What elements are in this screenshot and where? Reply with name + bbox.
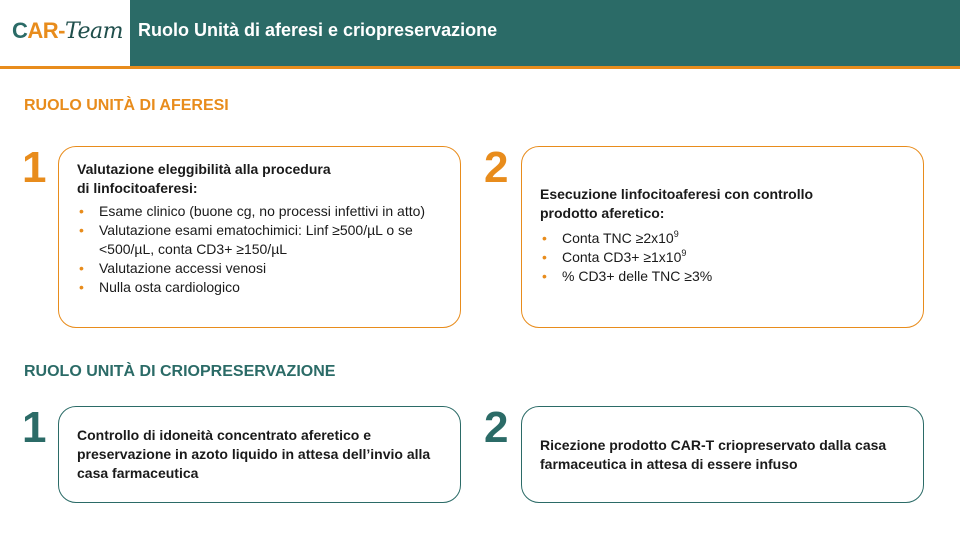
card-aferesi-eleggibilita bbox=[58, 146, 461, 328]
page-title: Ruolo Unità di aferesi e criopreservazione bbox=[138, 20, 498, 40]
logo-team: Team bbox=[65, 19, 123, 44]
card-text: Controllo di idoneità concentrato aferetico e preservazione in azoto liquido in attesa dell’invio alla casa farmaceutica bbox=[77, 427, 431, 481]
section-title-criopreservazione: RUOLO UNITÀ DI CRIOPRESERVAZIONE bbox=[24, 363, 336, 380]
card-heading-line2: di linfocitoaferesi: bbox=[77, 180, 198, 196]
bullet-list bbox=[540, 229, 905, 286]
list-item-exponent: 9 bbox=[673, 229, 679, 239]
list-item: • Nulla osta cardiologico bbox=[77, 278, 442, 297]
bullet-list bbox=[77, 202, 442, 297]
card-aferesi-esecuzione bbox=[521, 146, 924, 328]
card-heading-line1: Esecuzione linfocitoaferesi con controllo bbox=[540, 186, 814, 202]
list-item bbox=[540, 248, 905, 267]
card-heading bbox=[77, 160, 442, 198]
logo-c: C bbox=[12, 18, 28, 43]
step-number-crio-2: 2 bbox=[484, 403, 509, 452]
step-number-aferesi-2: 2 bbox=[484, 143, 509, 192]
list-item bbox=[540, 229, 905, 248]
list-item-exponent: 9 bbox=[681, 248, 687, 258]
card-heading bbox=[540, 185, 905, 223]
list-item bbox=[540, 267, 905, 286]
step-number-aferesi-1: 1 bbox=[22, 143, 47, 192]
step-number-crio-1: 1 bbox=[22, 403, 47, 452]
list-item-text: Conta TNC ≥2x10 bbox=[562, 230, 674, 246]
card-heading-line1: Valutazione eleggibilità alla procedura bbox=[77, 161, 331, 177]
section-title-aferesi: RUOLO UNITÀ DI AFERESI bbox=[24, 97, 229, 114]
card-crio-ricezione bbox=[521, 406, 924, 503]
list-item: • Valutazione esami ematochimici: Linf ≥500/µL o se <500/µL, conta CD3+ ≥150/µL bbox=[77, 221, 442, 259]
list-item: • Valutazione accessi venosi bbox=[77, 259, 442, 278]
logo-text bbox=[12, 18, 123, 44]
card-heading-line2: prodotto aferetico: bbox=[540, 205, 665, 221]
car-team-logo bbox=[0, 0, 130, 66]
header bbox=[0, 0, 960, 69]
list-item-text: Conta CD3+ ≥1x10 bbox=[562, 249, 682, 265]
list-item: • Esame clinico (buone cg, no processi infettivi in atto) bbox=[77, 202, 442, 221]
logo-ar: AR- bbox=[27, 18, 65, 43]
card-crio-controllo bbox=[58, 406, 461, 503]
list-item-text: % CD3+ delle TNC ≥3% bbox=[562, 268, 713, 284]
title-bar bbox=[130, 0, 960, 66]
card-text: Ricezione prodotto CAR-T criopreservato dalla casa farmaceutica in attesa di essere infuso bbox=[540, 436, 887, 472]
